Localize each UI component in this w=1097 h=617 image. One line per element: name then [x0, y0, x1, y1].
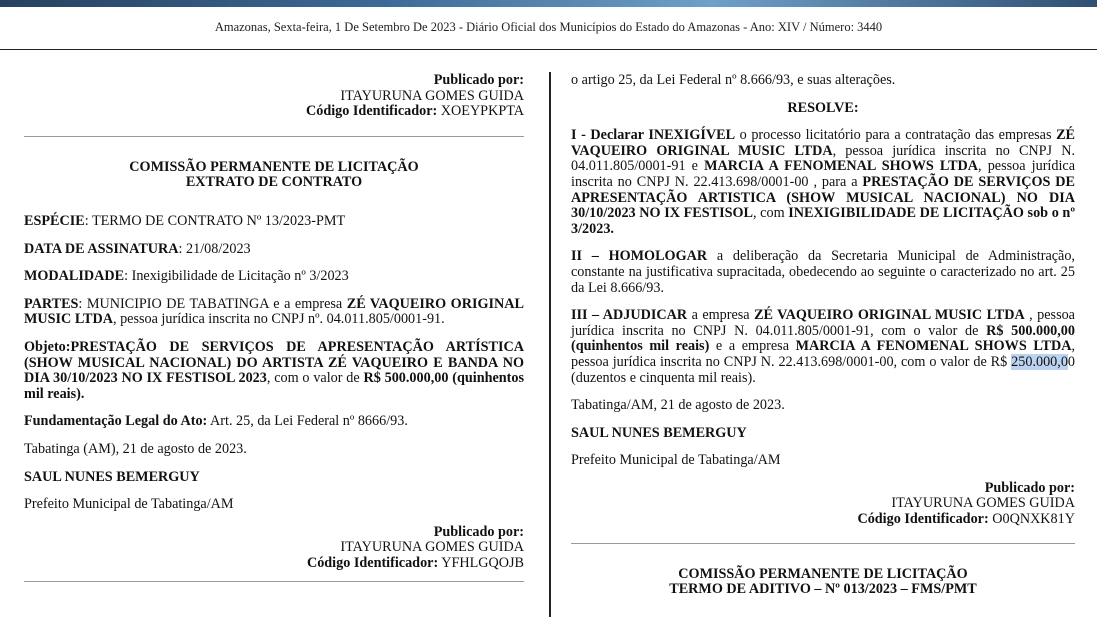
right-column [571, 70, 1075, 598]
signer-role: Prefeito Municipal de Tabatinga/AM [24, 496, 234, 513]
fundamentacao-label: Fundamentação Legal do Ato: [24, 413, 208, 430]
objeto-value: R$ 500.000,00 (quinhentos mil reais). [24, 370, 524, 402]
identifier-code: XOEYPKPTA [440, 103, 524, 120]
company-zevaqueiro: ZÉ VAQUEIRO ORIGINAL MUSIC LTDA [571, 127, 1075, 159]
column-divider [549, 72, 551, 617]
publisher-name: ITAYURUNA GOMES GUIDA [340, 87, 524, 104]
partes-label: PARTES [24, 295, 79, 312]
item-i-paragraph [571, 128, 1075, 237]
section-heading [571, 567, 1075, 598]
especie-value: : TERMO DE CONTRATO Nº 13/2023-PMT [84, 212, 346, 229]
publication-block [571, 481, 1075, 528]
item-i-lead: I - Declarar INEXIGÍVEL [571, 127, 736, 144]
fundamentacao-value: Art. 25, da Lei Federal nº 8666/93. [207, 413, 408, 430]
date-label: DATA DE ASSINATURA [24, 240, 179, 257]
objeto-paragraph [24, 340, 524, 402]
item-i-text: o processo licitatório para a contratação das empresas [735, 127, 1057, 144]
item-i-text: , para a [813, 173, 863, 190]
section-rule [24, 136, 524, 137]
fundamentacao-line [24, 414, 524, 430]
item-i-text: , pessoa jurídica inscrita no CNPJ N. 04.011.805/0001-91 e [571, 142, 1075, 175]
identifier-line [24, 104, 524, 120]
partes-paragraph [24, 297, 524, 328]
section-rule [24, 581, 524, 582]
identifier-code: YFHLGQOJB [441, 554, 524, 571]
publication-block [24, 525, 524, 572]
page-header: Amazonas, Sexta-feira, 1 De Setembro De 2023 - Diário Oficial dos Municípios do Estado do Amazonas - Ano: XIV / Número: 3440 [214, 20, 883, 34]
publisher-name: ITAYURUNA GOMES GUIDA [891, 495, 1075, 512]
item-iii-text: a empresa [687, 307, 755, 324]
modalidade-label: MODALIDADE [24, 268, 125, 285]
objeto-mid: , com o valor de [266, 370, 364, 387]
signer-role: Prefeito Municipal de Tabatinga/AM [571, 452, 781, 469]
heading-line-2: EXTRATO DE CONTRATO [185, 174, 363, 191]
published-by-label: Publicado por: [433, 523, 524, 540]
date-line [24, 242, 524, 258]
objeto-label: Objeto: [24, 338, 71, 355]
identifier-label: Código Identificador: [857, 511, 989, 528]
company-marcia: MARCIA A FENOMENAL SHOWS LTDA [704, 158, 979, 175]
published-by-label: Publicado por: [984, 479, 1075, 496]
item-i-text: , pessoa jurídica inscrita no CNPJ N. 22.413.698/0001-00 [571, 158, 1075, 190]
item-ii-lead: II – HOMOLOGAR [571, 248, 708, 265]
item-iii-text: e a empresa [709, 338, 796, 355]
identifier-label: Código Identificador: [306, 554, 439, 571]
item-i-text: , com [753, 205, 789, 222]
partes-company: ZÉ VAQUEIRO ORIGINAL MUSIC LTDA [24, 295, 524, 328]
modalidade-value: : Inexigibilidade de Licitação nº 3/2023 [124, 268, 349, 285]
place-date: Tabatinga/AM, 21 de agosto de 2023. [571, 397, 785, 414]
section-heading [24, 160, 524, 191]
heading-line-2: TERMO DE ADITIVO – Nº 013/2023 – FMS/PMT [669, 581, 977, 598]
date-value: : 21/08/2023 [178, 240, 251, 257]
item-iii-paragraph [571, 308, 1075, 386]
item-iii-text: , pessoa jurídica inscrita no CNPJ N. 04.011.805/0001-91, com o valor de [571, 307, 1075, 339]
partes-text-1: : MUNICIPIO DE TABATINGA e a empresa [78, 295, 347, 312]
identifier-line [571, 512, 1075, 528]
item-i-object: PRESTAÇÃO DE SERVIÇOS DE APRESENTAÇÃO ARTISTICA (SHOW MUSICAL NACIONAL) NO DIA 30/10/2023 NO IX FESTISOL [571, 173, 1076, 222]
top-color-band [0, 0, 1097, 7]
item-iii-lead: III – ADJUDICAR [571, 307, 688, 324]
item-iii-text: , pessoa jurídica inscrita no CNPJ N. 22.413.698/0001-00, com o valor de R$ [571, 338, 1075, 370]
especie-line [24, 214, 524, 230]
company-marcia: MARCIA A FENOMENAL SHOWS LTDA [795, 338, 1072, 355]
especie-label: ESPÉCIE [24, 212, 85, 229]
objeto-text: PRESTAÇÃO DE SERVIÇOS DE APRESENTAÇÃO ARTÍSTICA (SHOW MUSICAL NACIONAL) DO ARTISTA ZÉ VAQUEIRO E BANDA NO DIA 30/10/2023 NO IX FESTISOL 2023 [24, 338, 524, 387]
intro-line: o artigo 25, da Lei Federal nº 8.666/93, e suas alterações. [571, 72, 896, 88]
resolve-heading: RESOLVE: [787, 99, 859, 116]
publication-block [24, 73, 524, 120]
signer-name: SAUL NUNES BEMERGUY [24, 468, 200, 485]
item-i-inexigibilidade: INEXIGIBILIDADE DE LICITAÇÃO sob o nº 3/2023. [571, 205, 1075, 237]
partes-text-2: , pessoa jurídica inscrita no CNPJ nº. 04.011.805/0001-91. [112, 311, 445, 328]
heading-line-1: COMISSÃO PERMANENTE DE LICITAÇÃO [129, 158, 419, 175]
signer-name: SAUL NUNES BEMERGUY [571, 424, 747, 441]
identifier-code: O0QNXK81Y [992, 511, 1075, 528]
item-ii-paragraph [571, 249, 1075, 296]
selected-text-highlight[interactable]: 250.000,0 [1011, 353, 1068, 370]
value-500k: R$ 500.000,00 (quinhentos mil reais) [571, 322, 1075, 355]
item-iii-text: 0 (duzentos e cinquenta mil reais). [571, 353, 1075, 386]
published-by-label: Publicado por: [433, 72, 524, 88]
section-rule [571, 543, 1075, 544]
identifier-label: Código Identificador: [306, 103, 438, 120]
heading-line-1: COMISSÃO PERMANENTE DE LICITAÇÃO [678, 565, 968, 582]
company-zevaqueiro: ZÉ VAQUEIRO ORIGINAL MUSIC LTDA [754, 307, 1025, 324]
modalidade-line [24, 269, 524, 285]
item-ii-text: a deliberação da Secretaria Municipal de Administração, constante na justificativa supracitada, obedecendo ao seguinte o caracterizado no art. 25 da Lei 8.666/93. [571, 248, 1075, 296]
place-date: Tabatinga (AM), 21 de agosto de 2023. [24, 440, 247, 457]
header-rule [0, 49, 1097, 50]
publisher-name: ITAYURUNA GOMES GUIDA [340, 539, 524, 556]
left-column [24, 70, 524, 582]
identifier-line [24, 556, 524, 572]
